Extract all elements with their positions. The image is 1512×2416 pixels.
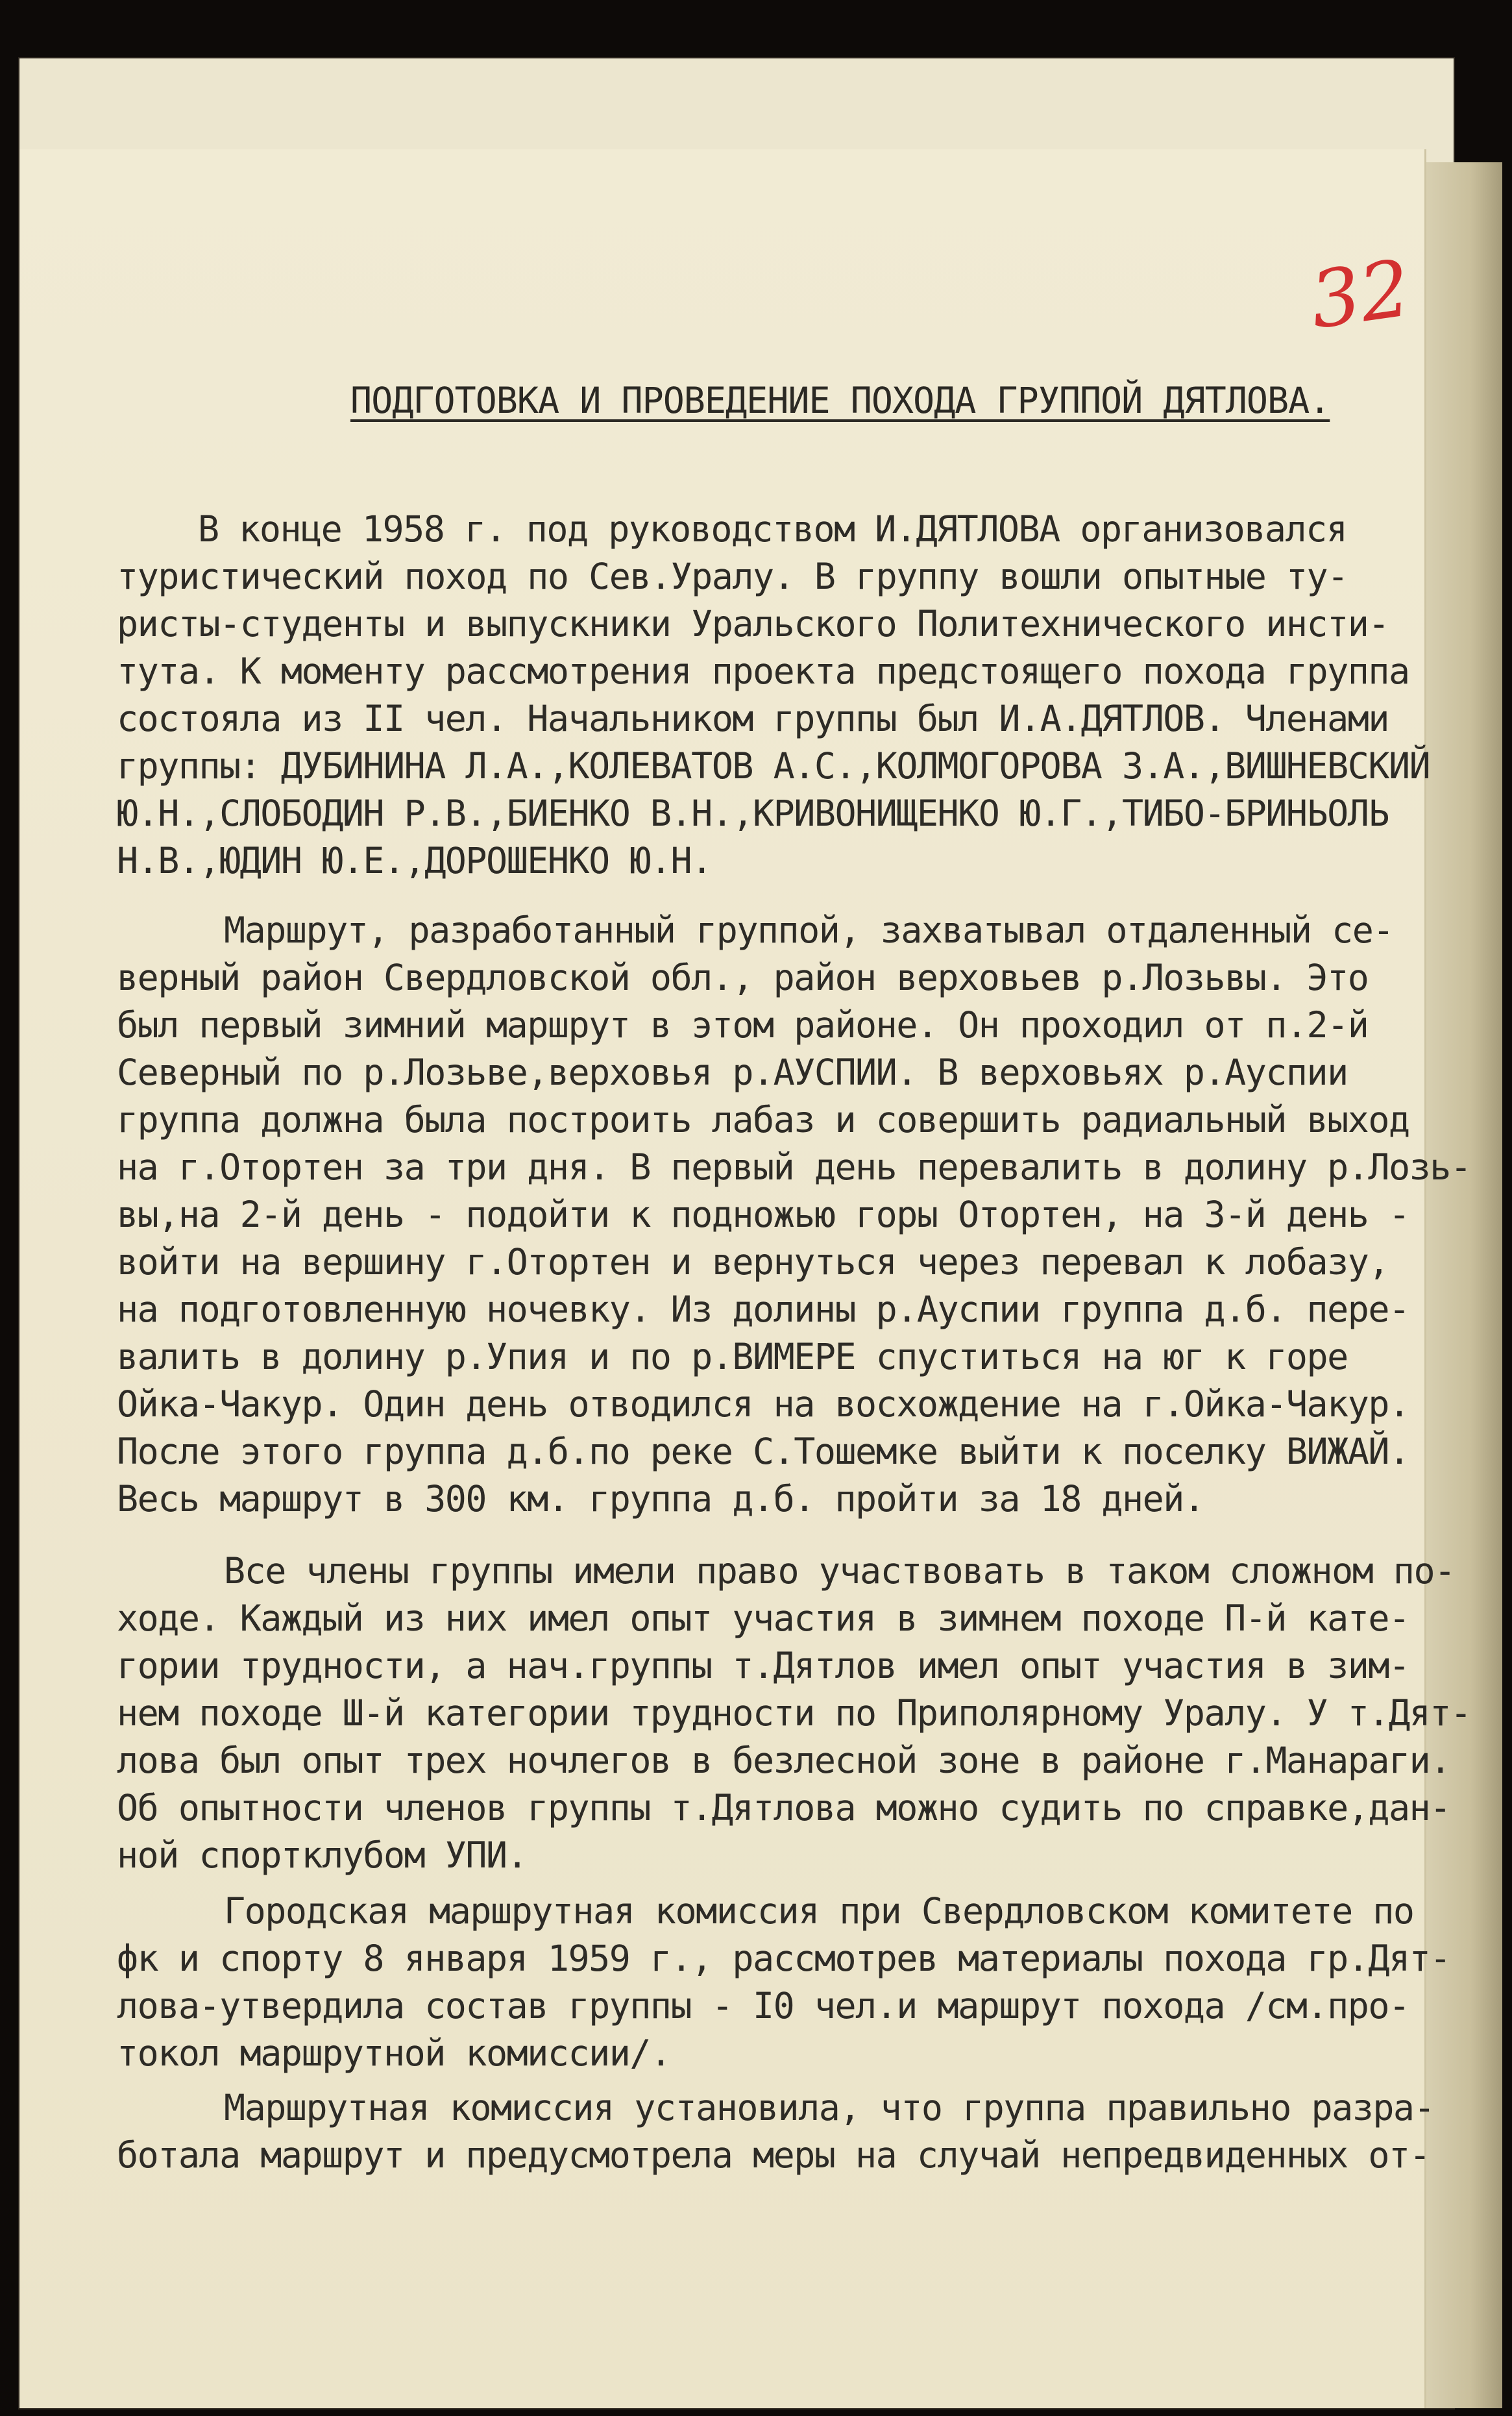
text-line: валить в долину р.Упия и по р.ВИМЕРЕ спуститься на юг к горе bbox=[117, 1336, 1348, 1377]
text-line: ботала маршрут и предусмотрела меры на случай непредвиденных от- bbox=[117, 2134, 1430, 2176]
document-title: ПОДГОТОВКА И ПРОВЕДЕНИЕ ПОХОДА ГРУППОЙ ДЯТЛОВА. bbox=[350, 380, 1330, 421]
text-line: После этого группа д.б.по реке С.Тошемке выйти к поселку ВИЖАЙ. bbox=[117, 1431, 1409, 1472]
folio-number: 32 bbox=[1305, 243, 1416, 347]
text-line: на г.Отортен за три дня. В первый день перевалить в долину р.Лозь- bbox=[117, 1146, 1471, 1188]
text-line: Ойка-Чакур. Один день отводился на восхождение на г.Ойка-Чакур. bbox=[117, 1383, 1409, 1425]
text-line: ной спортклубом УПИ. bbox=[117, 1834, 528, 1876]
text-line: группа должна была построить лабаз и совершить радиальный выход bbox=[117, 1099, 1409, 1140]
text-line: вы,на 2-й день - подойти к подножью горы Отортен, на 3-й день - bbox=[117, 1194, 1409, 1235]
text-line: Маршрутная комиссия установила, что группа правильно разра- bbox=[224, 2087, 1435, 2128]
text-line: лова-утвердила состав группы - I0 чел.и маршрут похода /см.про- bbox=[117, 1985, 1409, 2027]
text-line: фк и спорту 8 января 1959 г., рассмотрев материалы похода гр.Дят- bbox=[117, 1938, 1450, 1979]
text-line: Н.В.,ЮДИН Ю.Е.,ДОРОШЕНКО Ю.Н. bbox=[117, 840, 712, 881]
text-line: войти на вершину г.Отортен и вернуться через перевал к лобазу, bbox=[117, 1241, 1389, 1283]
text-line: Северный по р.Лозьве,верховья р.АУСПИИ. В верховьях р.Ауспии bbox=[117, 1052, 1348, 1093]
text-line: на подготовленную ночевку. Из долины р.Ауспии группа д.б. пере- bbox=[117, 1288, 1409, 1330]
text-line: токол маршрутной комиссии/. bbox=[117, 2032, 671, 2074]
text-line: нем походе Ш-й категории трудности по Приполярному Уралу. У т.Дят- bbox=[117, 1692, 1471, 1734]
text-line: Маршрут, разработанный группой, захватывал отдаленный се- bbox=[224, 909, 1393, 951]
text-line: тута. К моменту рассмотрения проекта предстоящего похода группа bbox=[117, 650, 1409, 692]
text-line: В конце 1958 г. под руководством И.ДЯТЛОВА организовался bbox=[198, 508, 1347, 550]
text-line: туристический поход по Сев.Уралу. В группу вошли опытные ту- bbox=[117, 556, 1348, 597]
text-line: верный район Свердловской обл., район верховьев р.Лозьвы. Это bbox=[117, 957, 1369, 998]
text-line: ходе. Каждый из них имел опыт участия в зимнем походе П-й кате- bbox=[117, 1597, 1409, 1639]
text-line: состояла из II чел. Начальником группы был И.А.ДЯТЛОВ. Членами bbox=[117, 698, 1389, 739]
text-line: гории трудности, а нач.группы т.Дятлов имел опыт участия в зим- bbox=[117, 1645, 1409, 1686]
text-line: Весь маршрут в 300 км. группа д.б. пройти за 18 дней. bbox=[117, 1478, 1204, 1520]
text-line: лова был опыт трех ночлегов в безлесной зоне в районе г.Манараги. bbox=[117, 1740, 1450, 1781]
text-line: Ю.Н.,СЛОБОДИН Р.В.,БИЕНКО В.Н.,КРИВОНИЩЕНКО Ю.Г.,ТИБО-БРИНЬОЛЬ bbox=[117, 793, 1389, 834]
text-line: Все члены группы имели право участвовать в таком сложном по- bbox=[224, 1550, 1455, 1592]
text-line: Городская маршрутная комиссия при Свердловском комитете по bbox=[224, 1890, 1414, 1932]
text-line: группы: ДУБИНИНА Л.А.,КОЛЕВАТОВ А.С.,КОЛМОГОРОВА З.А.,ВИШНЕВСКИЙ bbox=[117, 745, 1430, 787]
text-line: Об опытности членов группы т.Дятлова можно судить по справке,дан- bbox=[117, 1787, 1450, 1829]
text-line: был первый зимний маршрут в этом районе. Он проходил от п.2-й bbox=[117, 1004, 1369, 1046]
text-line: ристы-студенты и выпускники Уральского Политехнического инсти- bbox=[117, 603, 1389, 645]
